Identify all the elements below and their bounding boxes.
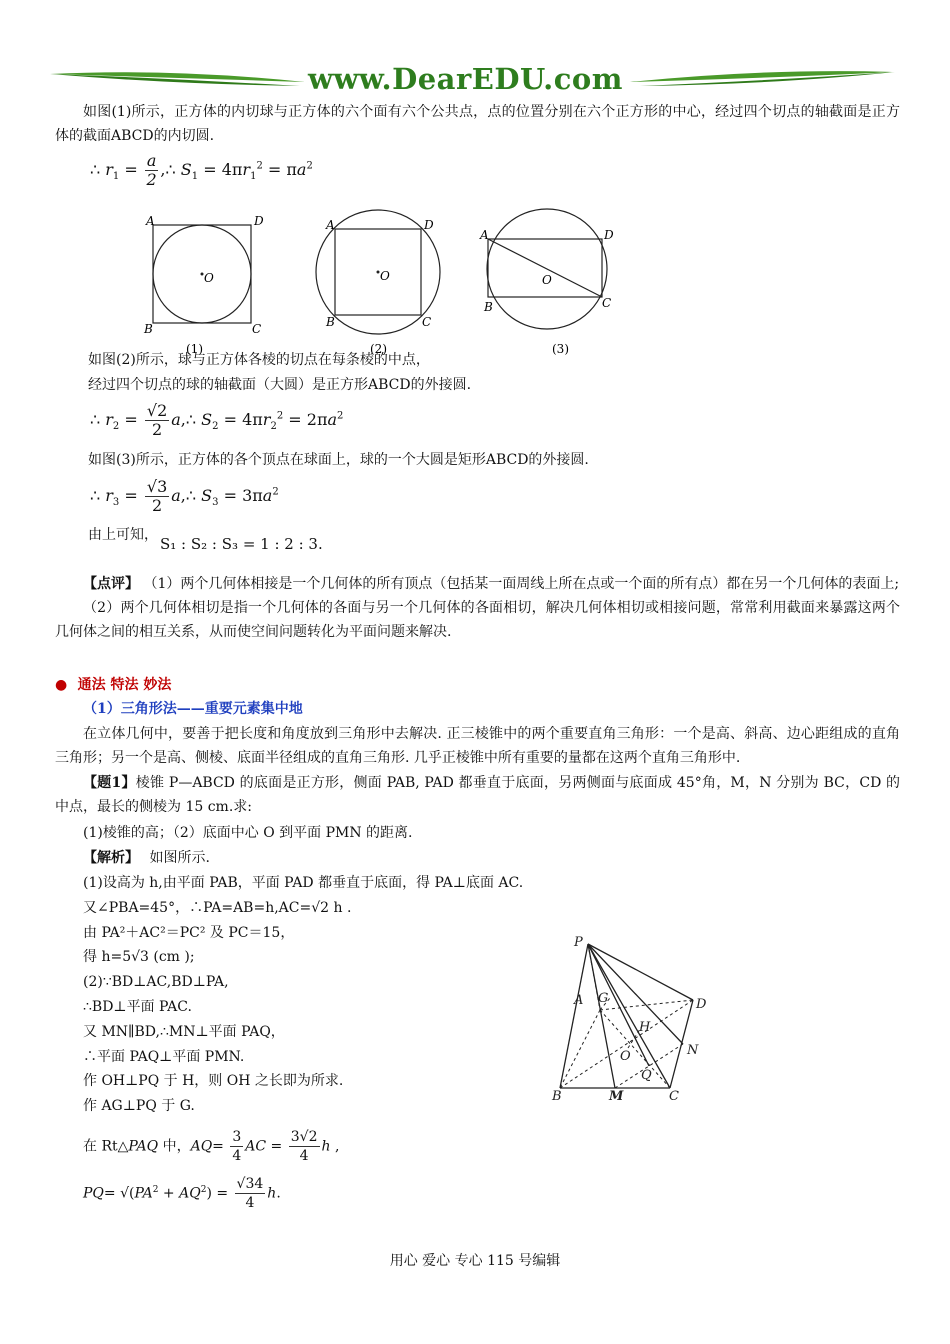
figure-1-inscribed: [143, 214, 264, 355]
svg-text:O: O: [204, 271, 214, 285]
solution-tag: 【解析】: [83, 850, 139, 866]
rt-formula: 在 Rt△PAQ 中，AQ= $\frac{3}{4}$ AC = $\frac{3√2}{4}$ h ,: [83, 1129, 340, 1164]
solution-steps: [83, 871, 523, 1119]
para-2: 如图(2)所示，球与正方体各棱的切点在每条棱的中点，: [88, 352, 430, 368]
header-banner: [50, 60, 900, 100]
pyramid-label-H: H: [639, 1020, 651, 1035]
para-5: 由上可知，: [88, 527, 158, 543]
para-3: 经过四个切点的球的轴截面（大圆）是正方形ABCD的外接圆.: [88, 377, 472, 393]
step-9: 作 OH⊥PQ 于 H，则 OH 之长即为所求.: [83, 1073, 344, 1090]
svg-text:C: C: [602, 296, 612, 310]
step-8: ∴平面 PAQ⊥平面 PMN.: [83, 1048, 245, 1065]
svg-text:B: B: [484, 300, 493, 314]
section-title: 通法 特法 妙法: [77, 677, 172, 693]
section-subtitle: （1）三角形法——重要元素集中地: [83, 701, 303, 717]
svg-text:C: C: [252, 322, 262, 336]
site-logo: www.DearEDU.com: [308, 62, 623, 96]
pyramid-label-M: M: [609, 1089, 624, 1104]
formula-r2: ∴ $r_2$ = $\frac{√2}{2}$ a,∴ $S_2 = 4\pi r_2^2 = 2\pi a^2$: [90, 401, 344, 439]
formula-r3: ∴ $r_3$ = $\frac{√3}{2}$ a,∴ $S_3 = 3\pi a^2$: [90, 477, 279, 515]
svg-text:D: D: [424, 218, 434, 232]
problem-statement: [55, 771, 900, 819]
pyramid-label-P: P: [574, 935, 583, 950]
comment-2: （2）两个几何体相切是指一个几何体的各面与另一个几何体的各面相切，解决几何体相切或相接问题，常常利用截面来暴露这两个几何体之间的相互关系，从而使空间问题转化为平面问题来解决.: [55, 600, 900, 640]
problem-text: 棱锥 P—ABCD 的底面是正方形，侧面 PAB, PAD 都垂直于底面，另两侧面与底面成 45°角，M，N 分别为 BC，CD 的中点，最长的侧棱为 15 cm.求:: [55, 775, 900, 815]
step-1: (1)设高为 h,由平面 PAB，平面 PAD 都垂直于底面，得 PA⊥底面 AC.: [83, 875, 524, 891]
pyramid-label-B: B: [552, 1089, 562, 1104]
problem-tag: 【题1】: [83, 775, 136, 791]
svg-text:(1): (1): [186, 342, 203, 355]
svg-text:(2): (2): [370, 342, 387, 355]
comment-block: [55, 572, 900, 644]
pyramid-label-G: G: [598, 991, 609, 1006]
section-paragraph: 在立体几何中，要善于把长度和角度放到三角形中去解决. 正三棱锥中的两个重要直角三角形：一个是高、斜高、边心距组成的直角三角形；另一个是高、侧棱、底面半径组成的直角三角形. 几乎正棱锥中所有重要的量都在这两个直角三角形中.: [55, 726, 900, 766]
pq-formula: $PQ= √(PA^2 + AQ^2)$ = $\frac{√34}{4}$ h.: [83, 1176, 281, 1211]
page-footer: 用心 爱心 专心 115 号编辑: [389, 1253, 561, 1269]
pyramid-label-N: N: [687, 1043, 699, 1058]
step-3: 由 PA²＋AC²＝PC² 及 PC＝15，: [83, 924, 295, 941]
svg-text:D: D: [254, 214, 264, 228]
solution-header: [83, 846, 210, 870]
pyramid-label-D: D: [696, 997, 707, 1012]
figure-row: [140, 205, 640, 355]
step-10: 作 AG⊥PQ 于 G.: [83, 1098, 195, 1115]
step-6: ∴BD⊥平面 PAC.: [83, 998, 192, 1015]
solution-intro: 如图所示.: [149, 850, 210, 866]
formula-ratio: S₁ : S₂ : S₃ = 1 : 2 : 3.: [160, 535, 323, 553]
comment-tag: 【点评】: [83, 576, 139, 592]
svg-text:A: A: [326, 218, 335, 232]
svg-text:B: B: [144, 322, 153, 336]
pyramid-label-C: C: [669, 1089, 679, 1104]
svg-text:A: A: [480, 228, 489, 242]
svg-text:C: C: [422, 315, 432, 329]
svg-text:(3): (3): [552, 342, 569, 355]
figure-3-circumsphere: [479, 209, 614, 355]
step-2: 又∠PBA=45°，∴PA=AB=h,AC=√2 h .: [83, 899, 352, 916]
section-header: [55, 673, 171, 697]
pyramid-label-O: O: [620, 1049, 631, 1064]
para-4: 如图(3)所示，正方体的各个顶点在球面上，球的一个大圆是矩形ABCD的外接圆.: [88, 452, 589, 468]
comment-1: （1）两个几何体相接是一个几何体的所有顶点（包括某一面周线上所在点或一个面的所有点）都在另一个几何体的表面上;: [143, 576, 900, 592]
step-7: 又 MN∥BD,∴MN⊥平面 PAQ，: [83, 1023, 285, 1040]
svg-text:O: O: [542, 273, 552, 287]
svg-text:A: A: [146, 214, 155, 228]
pyramid-figure: [550, 930, 750, 1105]
intro-paragraph: 如图(1)所示，正方体的内切球与正方体的六个面有六个公共点，点的位置分别在六个正方形的中心，经过四个切点的轴截面是正方体的截面ABCD的内切圆.: [55, 104, 900, 144]
svg-text:B: B: [326, 315, 335, 329]
pyramid-label-Q: Q: [641, 1068, 652, 1083]
formula-r1: ∴ $r_1$ = $\frac{a}{2}$ ,∴ $S_1 = 4\pi r_1^2 = \pi a^2$: [90, 151, 313, 189]
step-4: 得 h=5√3 (cm );: [83, 949, 195, 966]
figure-2-midsphere: [316, 210, 440, 355]
problem-questions: (1)棱锥的高；（2）底面中心 O 到平面 PMN 的距离.: [83, 825, 413, 841]
pyramid-label-A: A: [574, 993, 584, 1008]
step-5: (2)∵BD⊥AC,BD⊥PA,: [83, 974, 229, 991]
svg-text:O: O: [380, 269, 390, 283]
bullet-icon: ●: [55, 677, 68, 693]
svg-text:D: D: [604, 228, 614, 242]
